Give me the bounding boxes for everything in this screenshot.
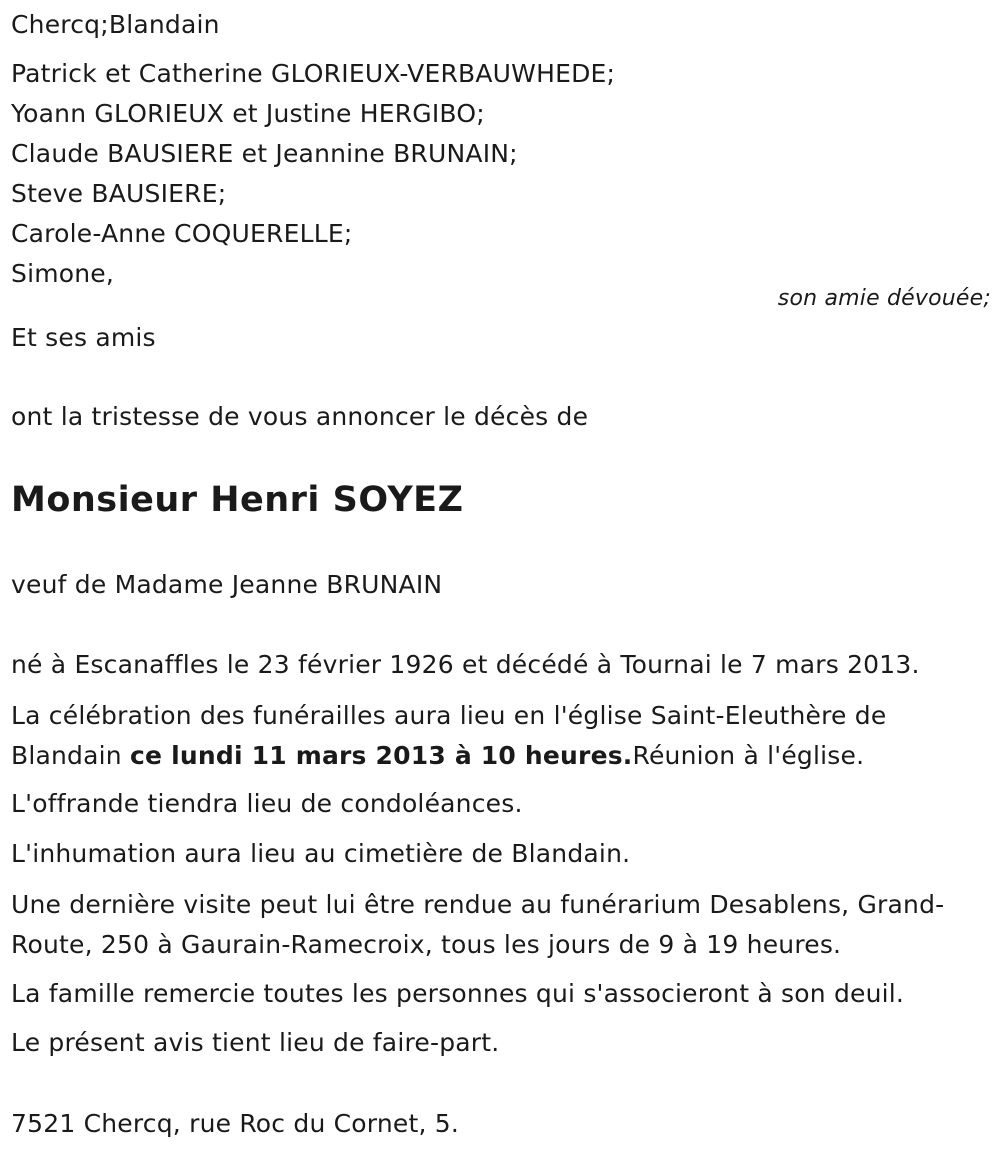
family-member: Steve BAUSIERE; xyxy=(11,179,227,208)
ceremony-text: La célébration des funérailles aura lieu en l'église Saint-Eleuthère de Blandain xyxy=(11,701,887,770)
friend-note: son amie dévouée; xyxy=(777,286,991,311)
announcement: ont la tristesse de vous annoncer le décès de xyxy=(11,402,589,431)
deceased-name: Monsieur Henri SOYEZ xyxy=(11,480,464,520)
family-member: Claude BAUSIERE et Jeannine BRUNAIN; xyxy=(11,139,518,168)
spouse-line: veuf de Madame Jeanne BRUNAIN xyxy=(11,570,443,599)
friends-line: Et ses amis xyxy=(11,323,156,352)
ceremony-paragraph xyxy=(11,696,991,776)
family-member: Patrick et Catherine GLORIEUX-VERBAUWHEDE; xyxy=(11,59,616,88)
ceremony-date: ce lundi 11 mars 2013 à 10 heures. xyxy=(130,741,633,770)
family-member: Yoann GLORIEUX et Justine HERGIBO; xyxy=(11,99,485,128)
location-line: Chercq;Blandain xyxy=(11,10,220,39)
family-member: Simone, xyxy=(11,259,115,288)
visit-paragraph: Une dernière visite peut lui être rendue au funérarium Desablens, Grand-Route, 250 à Gaurain-Ramecroix, tous les jours de 9 à 19 heures. xyxy=(11,890,945,959)
ceremony-gathering: Réunion à l'église. xyxy=(632,741,865,770)
family-member: Carole-Anne COQUERELLE; xyxy=(11,219,353,248)
offering-line: L'offrande tiendra lieu de condoléances. xyxy=(11,789,523,818)
address-line: 7521 Chercq, rue Roc du Cornet, 5. xyxy=(11,1109,459,1138)
thanks-line: La famille remercie toutes les personnes qui s'associeront à son deuil. xyxy=(11,979,905,1008)
notice-line: Le présent avis tient lieu de faire-part. xyxy=(11,1028,500,1057)
birth-death-line: né à Escanaffles le 23 février 1926 et décédé à Tournai le 7 mars 2013. xyxy=(11,650,920,679)
burial-line: L'inhumation aura lieu au cimetière de Blandain. xyxy=(11,839,631,868)
